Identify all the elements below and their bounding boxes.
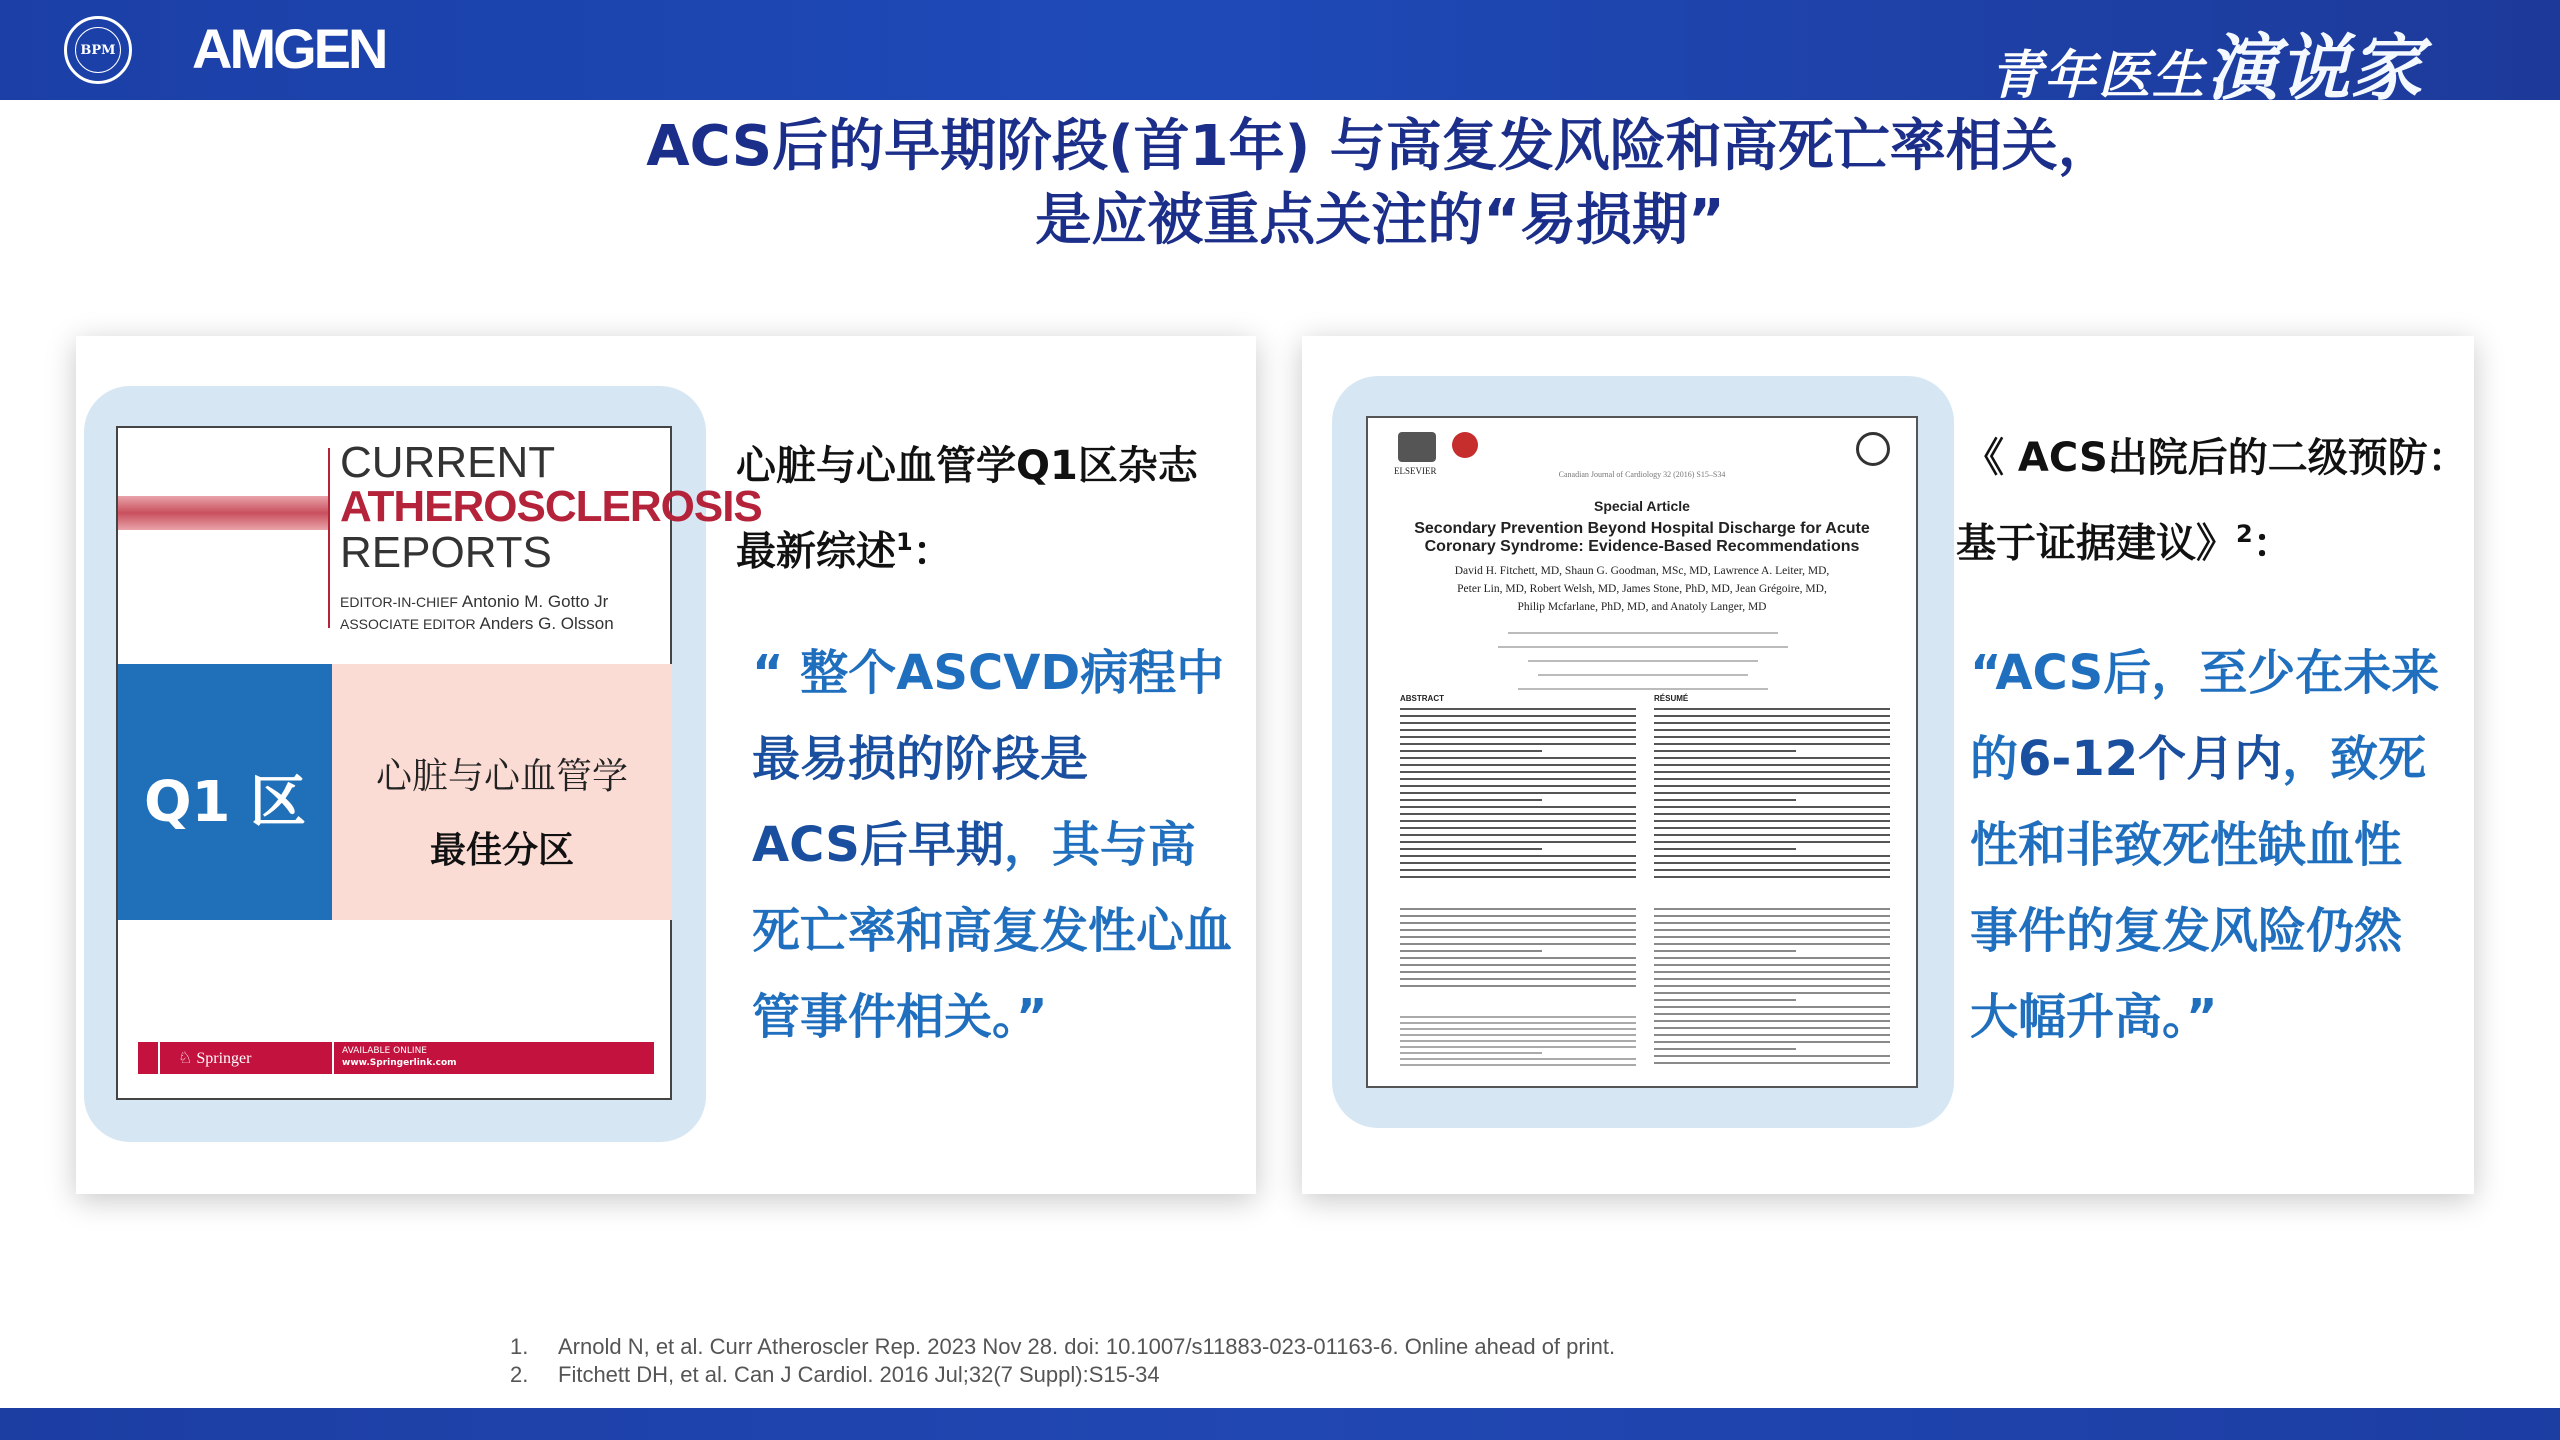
- text-line-placeholder: [1654, 957, 1890, 959]
- left-quote-line2: 最易损的阶段是: [752, 731, 1089, 787]
- paper-resume-text: [1654, 708, 1890, 878]
- text-line-placeholder: [1654, 869, 1890, 871]
- text-line-placeholder: [1654, 1048, 1796, 1050]
- text-line-placeholder: [1400, 1016, 1636, 1018]
- right-quote-line3: 性和非致死性缺血性: [1970, 817, 2403, 873]
- text-line-placeholder: [1654, 743, 1890, 745]
- text-line-placeholder: [1400, 908, 1636, 910]
- text-line-placeholder: [1654, 820, 1890, 822]
- paper-type: Special Article: [1594, 498, 1690, 514]
- text-line-placeholder: [1654, 729, 1890, 731]
- right-quote-line2: 的6-12个月内，致死: [1970, 731, 2427, 787]
- text-line-placeholder: [1654, 908, 1890, 910]
- text-line-placeholder: [1654, 806, 1890, 808]
- text-line-placeholder: [1400, 855, 1636, 857]
- text-line-placeholder: [1654, 722, 1890, 724]
- text-line-placeholder: [1400, 708, 1636, 710]
- text-line-placeholder: [1654, 715, 1890, 717]
- text-line-placeholder: [1400, 813, 1636, 815]
- amgen-logo: AMGEN: [192, 17, 386, 80]
- springer-horse-icon: ♘: [178, 1050, 193, 1067]
- text-line-placeholder: [1654, 778, 1890, 780]
- text-line-placeholder: [1654, 915, 1890, 917]
- cover-best-zone: 最佳分区: [429, 830, 574, 871]
- right-quote-line5: 大幅升高。”: [1970, 989, 2218, 1045]
- bpm-logo: [64, 16, 132, 84]
- cover-q1-label: Q1 区: [143, 770, 307, 835]
- cjc-heart-icon: [1856, 432, 1890, 466]
- text-line-placeholder: [1400, 929, 1636, 931]
- text-line-placeholder: [1400, 985, 1636, 987]
- article-first-page: [1366, 416, 1918, 1088]
- text-line-placeholder: [1654, 764, 1890, 766]
- text-line-placeholder: [1654, 999, 1796, 1001]
- cover-available-label: AVAILABLE ONLINE: [342, 1046, 427, 1056]
- text-line-placeholder: [1400, 915, 1636, 917]
- text-line-placeholder: [1654, 1020, 1890, 1022]
- text-line-placeholder: [1654, 1027, 1890, 1029]
- text-line-placeholder: [1400, 1058, 1636, 1060]
- text-line-placeholder: [1400, 848, 1542, 850]
- brand-logo-part1: 青年医生: [1990, 46, 2207, 106]
- left-heading-line1: 心脏与心血管学Q1区杂志: [736, 443, 1198, 489]
- right-quote-line1: “ACS后，至少在未来: [1970, 645, 2440, 701]
- text-line-placeholder: [1400, 827, 1636, 829]
- text-line-placeholder: [1400, 1028, 1636, 1030]
- text-line-placeholder: [1400, 771, 1636, 773]
- cover-available-url: www.Springerlink.com: [342, 1058, 457, 1068]
- text-line-placeholder: [1654, 922, 1890, 924]
- footer-bar: [0, 1408, 2560, 1440]
- text-line-placeholder: [1654, 862, 1890, 864]
- text-line-placeholder: [1654, 929, 1890, 931]
- cover-subject: 心脏与心血管学: [375, 756, 628, 797]
- text-line-placeholder: [1654, 855, 1890, 857]
- slide-title-line1: ACS后的早期阶段(首1年) 与高复发风险和高死亡率相关，: [646, 114, 2114, 179]
- right-quote: [1970, 630, 2439, 1060]
- cover-title-reports: REPORTS: [340, 528, 552, 577]
- cover-title-atherosclerosis: ATHEROSCLEROSIS: [340, 482, 762, 531]
- left-heading-ref: 1: [896, 528, 913, 556]
- left-quote-line1: “ 整个ASCVD病程中: [752, 645, 1225, 701]
- text-line-placeholder: [1654, 978, 1890, 980]
- text-line-placeholder: [1400, 785, 1636, 787]
- text-line-placeholder: [1654, 771, 1890, 773]
- paper-abstract-label: ABSTRACT: [1400, 694, 1444, 703]
- text-line-placeholder: [1400, 1022, 1636, 1024]
- text-line-placeholder: [1654, 785, 1890, 787]
- cover-title-current: CURRENT: [340, 438, 556, 487]
- text-line-placeholder: [1400, 1034, 1636, 1036]
- text-line-placeholder: [1654, 736, 1890, 738]
- right-quote-line4: 事件的复发风险仍然: [1970, 903, 2403, 959]
- text-line-placeholder: [1400, 778, 1636, 780]
- text-line-placeholder: [1400, 936, 1636, 938]
- text-line-placeholder: [1654, 876, 1890, 878]
- slide-title-line2: 是应被重点关注的“易损期”: [1035, 188, 1725, 253]
- text-line-placeholder: [1654, 943, 1890, 945]
- text-line-placeholder: [1400, 1040, 1636, 1042]
- text-line-placeholder: [1654, 1041, 1890, 1043]
- left-heading-line2: 最新综述$^1$：: [736, 528, 953, 575]
- paper-abstract-text: [1400, 708, 1636, 878]
- text-line-placeholder: [1654, 992, 1890, 994]
- brand-logo-part2: 演说家: [2206, 26, 2423, 110]
- text-line-placeholder: [1654, 936, 1890, 938]
- paper-footnotes: [1400, 1016, 1636, 1066]
- paper-title: Secondary Prevention Beyond Hospital Discharge for Acute Coronary Syndrome: Evidence-Based Recommendations: [1414, 520, 1870, 555]
- paper-resume-label: RÉSUMÉ: [1654, 694, 1689, 703]
- text-line-placeholder: [1654, 971, 1890, 973]
- text-line-placeholder: [1400, 922, 1636, 924]
- paper-authors: David H. Fitchett, MD, Shaun G. Goodman, MSc, MD, Lawrence A. Leiter, MD, Peter Lin, MD, Robert Welsh, MD, James Stone, PhD, MD, Jean Grégoire, MD, Philip Mcfarlane, PhD, MD, and Anatoly Langer, MD: [1454, 565, 1830, 613]
- text-line-placeholder: [1654, 1006, 1890, 1008]
- cover-editor-label: EDITOR-IN-CHIEF: [340, 594, 458, 610]
- left-quote: [752, 630, 1232, 1060]
- elsevier-tree-icon: [1398, 432, 1436, 462]
- text-line-placeholder: [1654, 813, 1890, 815]
- left-quote-line3: ACS后早期，其与高: [752, 817, 1196, 873]
- cover-footer-bar: [138, 1042, 654, 1074]
- text-line-placeholder: [1654, 834, 1890, 836]
- text-line-placeholder: [1654, 799, 1796, 801]
- reference-1: 1. Arnold N, et al. Curr Atheroscler Rep. 2023 Nov 28. doi: 10.1007/s11883-023-01163-6. Online ahead of print.: [510, 1334, 1616, 1359]
- text-line-placeholder: [1400, 978, 1636, 980]
- text-line-placeholder: [1654, 841, 1890, 843]
- text-line-placeholder: [1400, 841, 1636, 843]
- text-line-placeholder: [1654, 950, 1796, 952]
- text-line-placeholder: [1400, 869, 1636, 871]
- left-quote-line5: 管事件相关。”: [752, 989, 1048, 1045]
- text-line-placeholder: [1400, 1046, 1636, 1048]
- text-line-placeholder: [1400, 757, 1636, 759]
- text-line-placeholder: [1400, 876, 1636, 878]
- paper-body-right: [1654, 908, 1890, 1068]
- text-line-placeholder: [1400, 862, 1636, 864]
- crossmark-icon: [1452, 432, 1478, 458]
- journal-cover: [116, 426, 762, 1100]
- text-line-placeholder: [1400, 806, 1636, 808]
- text-line-placeholder: [1654, 985, 1890, 987]
- cover-subject-block: [332, 664, 672, 920]
- text-line-placeholder: [1400, 971, 1636, 973]
- text-line-placeholder: [1654, 708, 1890, 710]
- text-line-placeholder: [1654, 1034, 1890, 1036]
- text-line-placeholder: [1400, 736, 1636, 738]
- cover-red-band: [118, 496, 328, 530]
- text-line-placeholder: [1400, 750, 1542, 752]
- text-line-placeholder: [1400, 943, 1636, 945]
- cover-assoc-name: Anders G. Olsson: [479, 614, 614, 633]
- header-bar: [0, 0, 2560, 110]
- cover-q1-block: [118, 664, 332, 920]
- text-line-placeholder: [1400, 964, 1636, 966]
- cover-assoc-label: ASSOCIATE EDITOR: [340, 616, 476, 632]
- left-quote-line4: 死亡率和高复发性心血: [752, 903, 1233, 959]
- text-line-placeholder: [1654, 848, 1796, 850]
- text-line-placeholder: [1400, 834, 1636, 836]
- text-line-placeholder: [1400, 722, 1636, 724]
- text-line-placeholder: [1654, 750, 1796, 752]
- text-line-placeholder: [1400, 764, 1636, 766]
- text-line-placeholder: [1654, 964, 1890, 966]
- text-line-placeholder: [1400, 950, 1542, 952]
- text-line-placeholder: [1654, 792, 1890, 794]
- paper-publisher: ELSEVIER: [1394, 466, 1437, 476]
- cover-publisher: Springer: [196, 1050, 252, 1067]
- text-line-placeholder: [1400, 1064, 1636, 1066]
- cover-editor-name: Antonio M. Gotto Jr: [461, 592, 609, 611]
- text-line-placeholder: [1654, 757, 1890, 759]
- bpm-logo-text: BPM: [80, 43, 116, 58]
- brand-logo: [1990, 10, 2422, 114]
- paper-body-left: [1400, 908, 1636, 992]
- text-line-placeholder: [1400, 792, 1636, 794]
- text-line-placeholder: [1654, 1055, 1890, 1057]
- text-line-placeholder: [1654, 1013, 1890, 1015]
- text-line-placeholder: [1400, 715, 1636, 717]
- reference-2: 2. Fitchett DH, et al. Can J Cardiol. 2016 Jul;32(7 Suppl):S15-34: [510, 1362, 1160, 1387]
- text-line-placeholder: [1400, 729, 1636, 731]
- text-line-placeholder: [1400, 743, 1636, 745]
- text-line-placeholder: [1400, 957, 1636, 959]
- text-line-placeholder: [1654, 1062, 1890, 1064]
- paper-journal: Canadian Journal of Cardiology 32 (2016) S15–S34: [1558, 470, 1726, 479]
- text-line-placeholder: [1400, 1052, 1542, 1054]
- right-heading-line1: 《 ACS出院后的二级预防：: [1964, 435, 2468, 481]
- text-line-placeholder: [1400, 820, 1636, 822]
- text-line-placeholder: [1654, 827, 1890, 829]
- right-heading-line2: 基于证据建议》$^2$：: [1956, 520, 2293, 567]
- text-line-placeholder: [1400, 799, 1542, 801]
- right-heading-ref: 2: [2236, 520, 2253, 548]
